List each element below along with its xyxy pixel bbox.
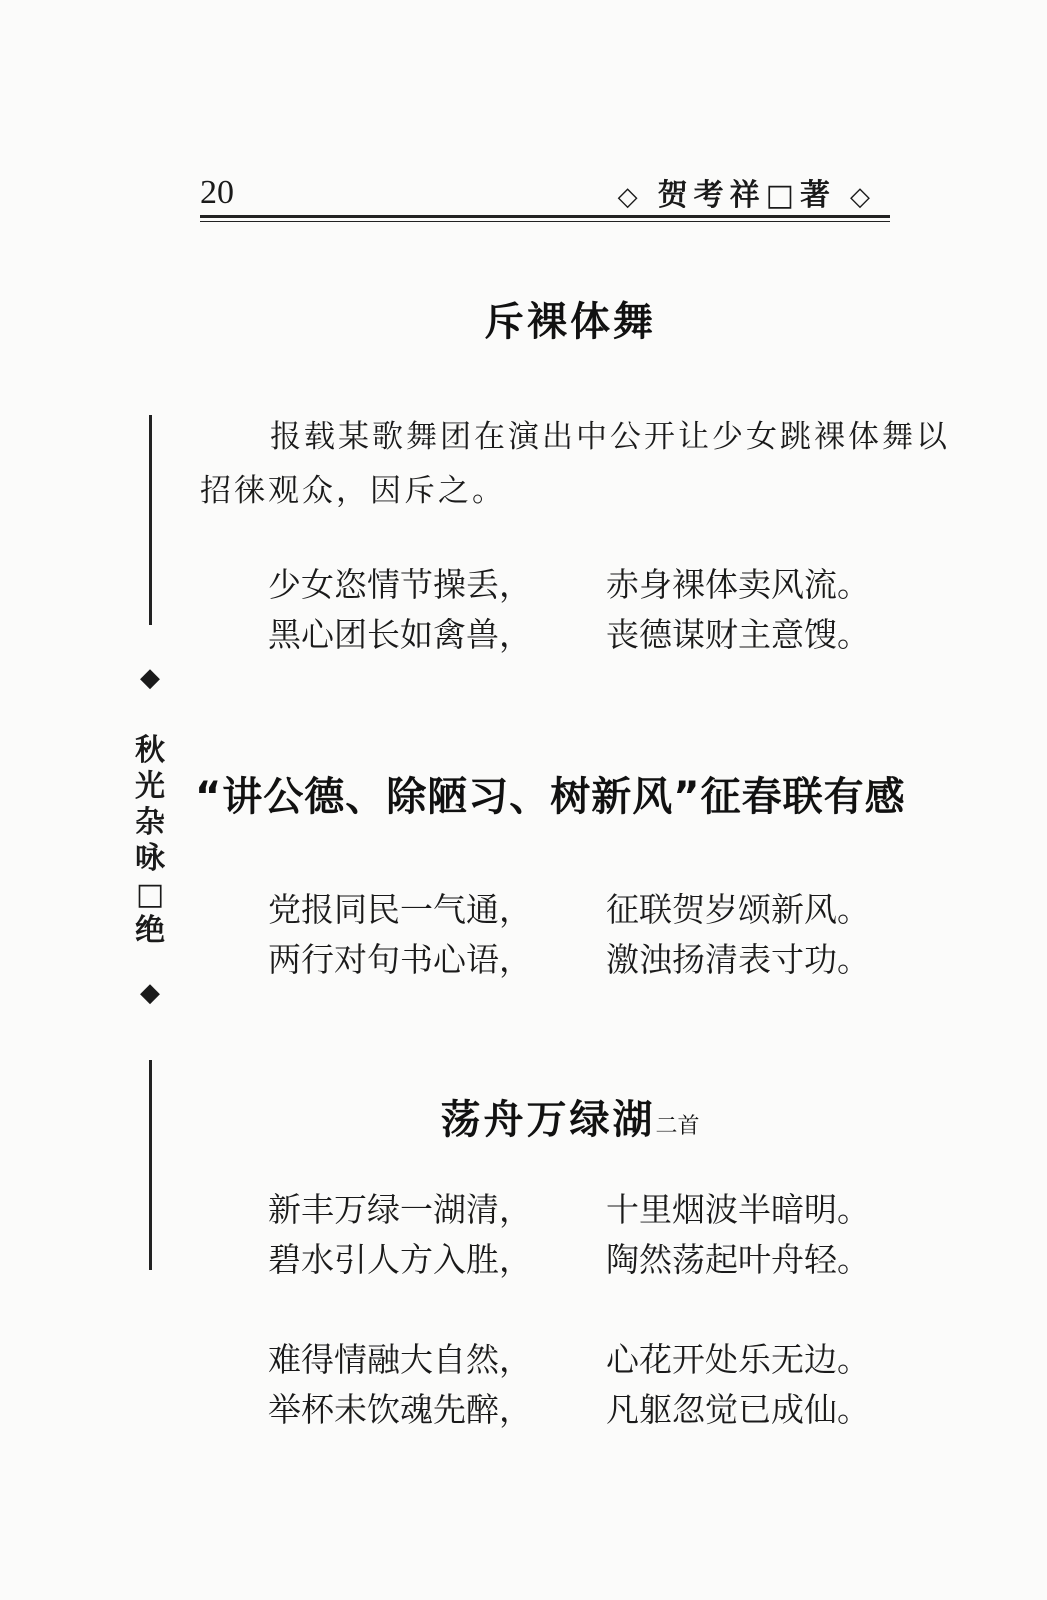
poem-stanza [268, 1185, 870, 1285]
diamond-outline-icon: ◇ [850, 182, 876, 212]
poem-preface: 报载某歌舞团在演出中公开让少女跳裸体舞以招徕观众，因斥之。 [200, 419, 950, 509]
book-title-char: 秋 [135, 733, 165, 768]
verse-first-half: 碧水引人方入胜， [268, 1240, 532, 1279]
book-title-char: 杂 [135, 805, 165, 840]
verse-line [268, 1185, 870, 1235]
poem-title-note: 二首 [655, 1114, 700, 1139]
page-header [200, 172, 890, 218]
verse-line [268, 885, 870, 935]
side-rule-top [149, 415, 152, 625]
verse-second-half: 陶然荡起叶舟轻。 [606, 1240, 870, 1279]
verse-second-half: 凡躯忽觉已成仙。 [606, 1390, 870, 1429]
verse-second-half: 赤身裸体卖风流。 [606, 565, 870, 604]
poem-stanza [268, 885, 870, 985]
verse-second-half: 激浊扬清表寸功。 [606, 940, 870, 979]
poem-title [200, 1088, 940, 1145]
verse-line [268, 935, 870, 985]
verse-line [268, 560, 870, 610]
verse-first-half: 难得情融大自然， [268, 1340, 532, 1379]
verse-second-half: 征联贺岁颂新风。 [606, 890, 870, 929]
book-title-char: 咏 [135, 841, 165, 876]
verse-line [268, 1385, 870, 1435]
verse-second-half: 丧德谋财主意馊。 [606, 615, 870, 654]
verse-line [268, 610, 870, 660]
verse-first-half: 黑心团长如禽兽， [268, 615, 532, 654]
verse-second-half: 十里烟波半暗明。 [606, 1190, 870, 1229]
poem-title-text: 荡舟万绿湖 [440, 1097, 656, 1143]
page-number: 20 [200, 174, 234, 211]
diamond-solid-icon: ◆ [140, 978, 160, 1008]
book-title-char: 光 [135, 769, 165, 804]
verse-first-half: 党报同民一气通， [268, 890, 532, 929]
book-title-char: □ [135, 877, 165, 912]
verse-first-half: 两行对句书心语， [268, 940, 532, 979]
verse-first-half: 举杯未饮魂先醉， [268, 1390, 532, 1429]
diamond-solid-icon: ◆ [140, 663, 160, 693]
book-title-vertical [130, 733, 170, 949]
verse-line [268, 1335, 870, 1385]
poem-stanza [268, 1335, 870, 1435]
header-rule [200, 215, 890, 218]
verse-line [268, 1235, 870, 1285]
running-head [604, 170, 890, 214]
poem-title: 斥裸体舞 [484, 299, 656, 345]
poem-title: “讲公德、除陋习、树新风”征春联有感 [195, 774, 906, 820]
poem-stanza [268, 560, 870, 660]
side-margin [130, 415, 170, 1270]
author-credit: 贺考祥□著 [657, 178, 836, 213]
diamond-outline-icon: ◇ [617, 182, 644, 212]
verse-second-half: 心花开处乐无边。 [606, 1340, 870, 1379]
side-rule-bottom [149, 1060, 152, 1270]
verse-first-half: 少女恣情节操丢， [268, 565, 532, 604]
verse-first-half: 新丰万绿一湖清， [268, 1190, 532, 1229]
book-title-char: 绝 [135, 913, 165, 948]
header-rule-thin [200, 221, 890, 222]
